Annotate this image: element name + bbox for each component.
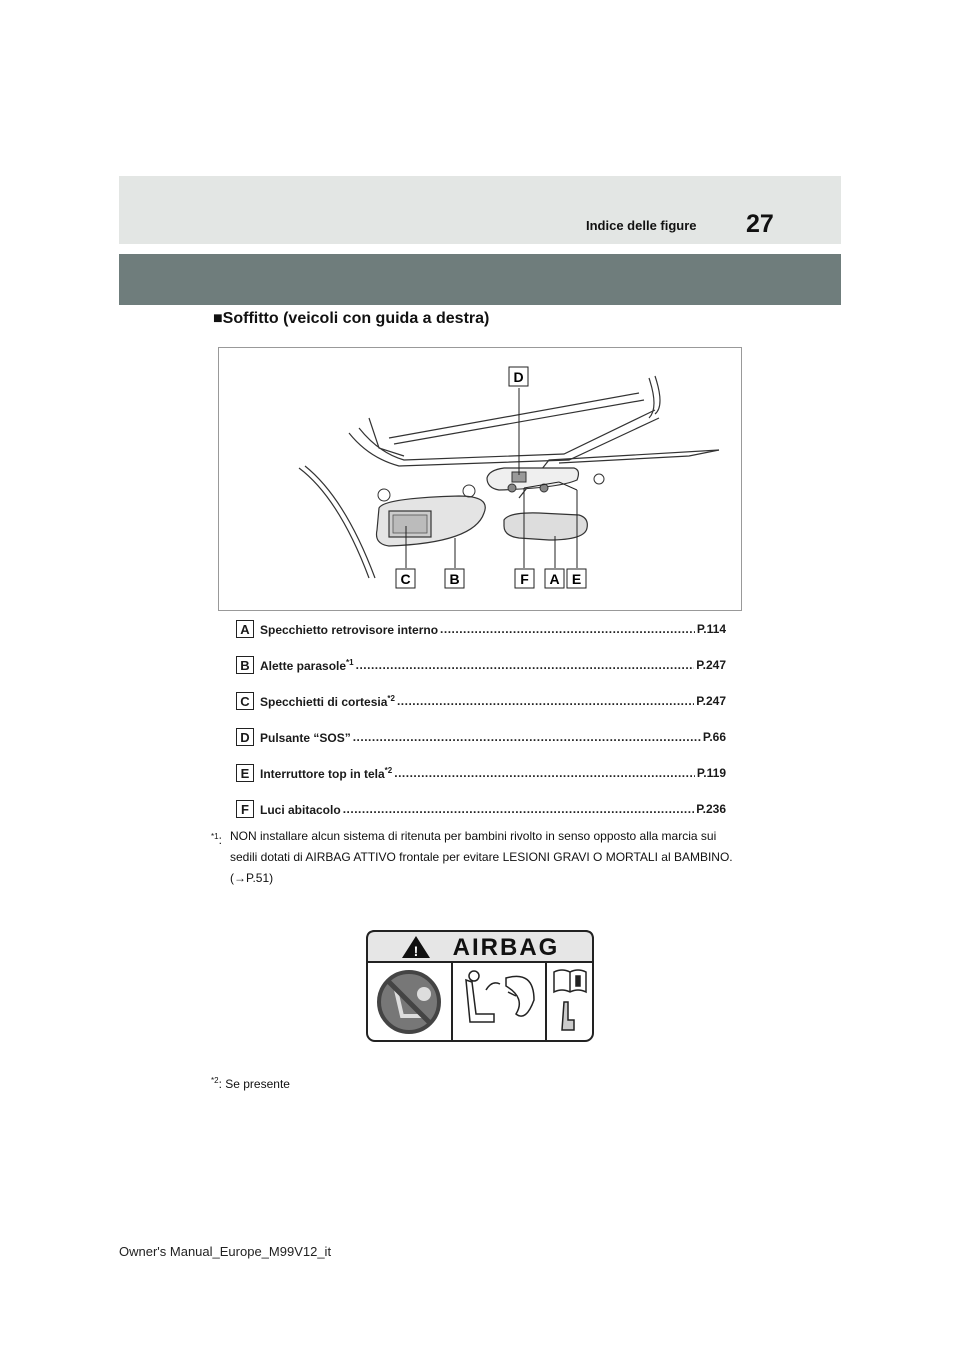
- footnote-2-mark: *2: [211, 1076, 219, 1085]
- legend-item: [236, 762, 726, 798]
- ceiling-figure: [218, 347, 742, 611]
- callout-d: D: [513, 369, 524, 385]
- legend-letter: F: [236, 800, 254, 818]
- airbag-title: AIRBAG: [452, 934, 560, 961]
- header-band-light: [119, 176, 841, 244]
- legend-sup: *2: [384, 766, 393, 775]
- legend-page-link[interactable]: P.236: [696, 802, 726, 816]
- header-band-dark: [119, 254, 841, 305]
- legend-page-link[interactable]: P.114: [696, 622, 726, 636]
- legend-label: Alette parasole: [260, 659, 347, 673]
- footnote-1-mark: *1: [211, 832, 219, 841]
- legend-item: [236, 726, 726, 762]
- footnote-1-text: NON installare alcun sistema di ritenuta per bambini rivolto in senso opposto alla marcia sui sedili dotati di AIRBAG ATTIVO frontale per evitare LESIONI GRAVI O MORTALI al BAMBINO. (→P.51): [230, 829, 733, 885]
- footnote-1: $^{*1}$: NON installare alcun sistema di ritenuta per bambini rivolto in senso opposto alla marcia sui sedili dotati di AIRBAG ATTIVO frontale per evitare LESIONI GRAVI O MORTALI al BAMBINO. (→P.51): [211, 826, 741, 889]
- callout-e: E: [571, 571, 582, 587]
- footnote-2-text: Se presente: [225, 1077, 290, 1091]
- legend-list: [236, 618, 726, 834]
- legend-label: Luci abitacolo: [260, 803, 341, 817]
- section-heading: ■Soffitto (veicoli con guida a destra): [213, 310, 490, 327]
- legend-letter: B: [236, 656, 254, 674]
- legend-item: [236, 654, 726, 690]
- legend-label: Interruttore top in tela: [260, 767, 385, 781]
- legend-letter: D: [236, 728, 254, 746]
- footnote-2: $^{*2}$: Se presente: [211, 1076, 290, 1091]
- callout-c: C: [400, 571, 411, 587]
- callout-a: A: [549, 571, 560, 587]
- callout-f: F: [520, 571, 529, 587]
- legend-label: Specchietto retrovisore interno: [260, 623, 439, 637]
- legend-page-link[interactable]: P.247: [696, 658, 726, 672]
- airbag-warning-label: [366, 930, 594, 1042]
- legend-page-link[interactable]: P.66: [702, 730, 726, 744]
- legend-letter: C: [236, 692, 254, 710]
- legend-sup: *2: [387, 694, 395, 703]
- section-title: Indice delle figure: [586, 218, 697, 233]
- legend-label: Specchietti di cortesia: [260, 695, 388, 709]
- legend-sup: *1: [346, 658, 354, 667]
- no-rear-facing-seat-icon: [379, 972, 439, 1032]
- legend-item: [236, 618, 726, 654]
- legend-label: Pulsante “SOS”: [260, 731, 351, 745]
- page-number: 27: [746, 210, 774, 238]
- legend-letter: A: [236, 620, 254, 638]
- svg-text:!: !: [413, 943, 419, 959]
- footer-manual-id: Owner's Manual_Europe_M99V12_it: [119, 1244, 332, 1259]
- legend-page-link[interactable]: P.119: [696, 766, 726, 780]
- legend-item: [236, 690, 726, 726]
- legend-page-link[interactable]: P.247: [696, 694, 726, 708]
- callout-b: B: [449, 571, 460, 587]
- legend-letter: E: [236, 764, 254, 782]
- ceiling-illustration: [219, 348, 741, 610]
